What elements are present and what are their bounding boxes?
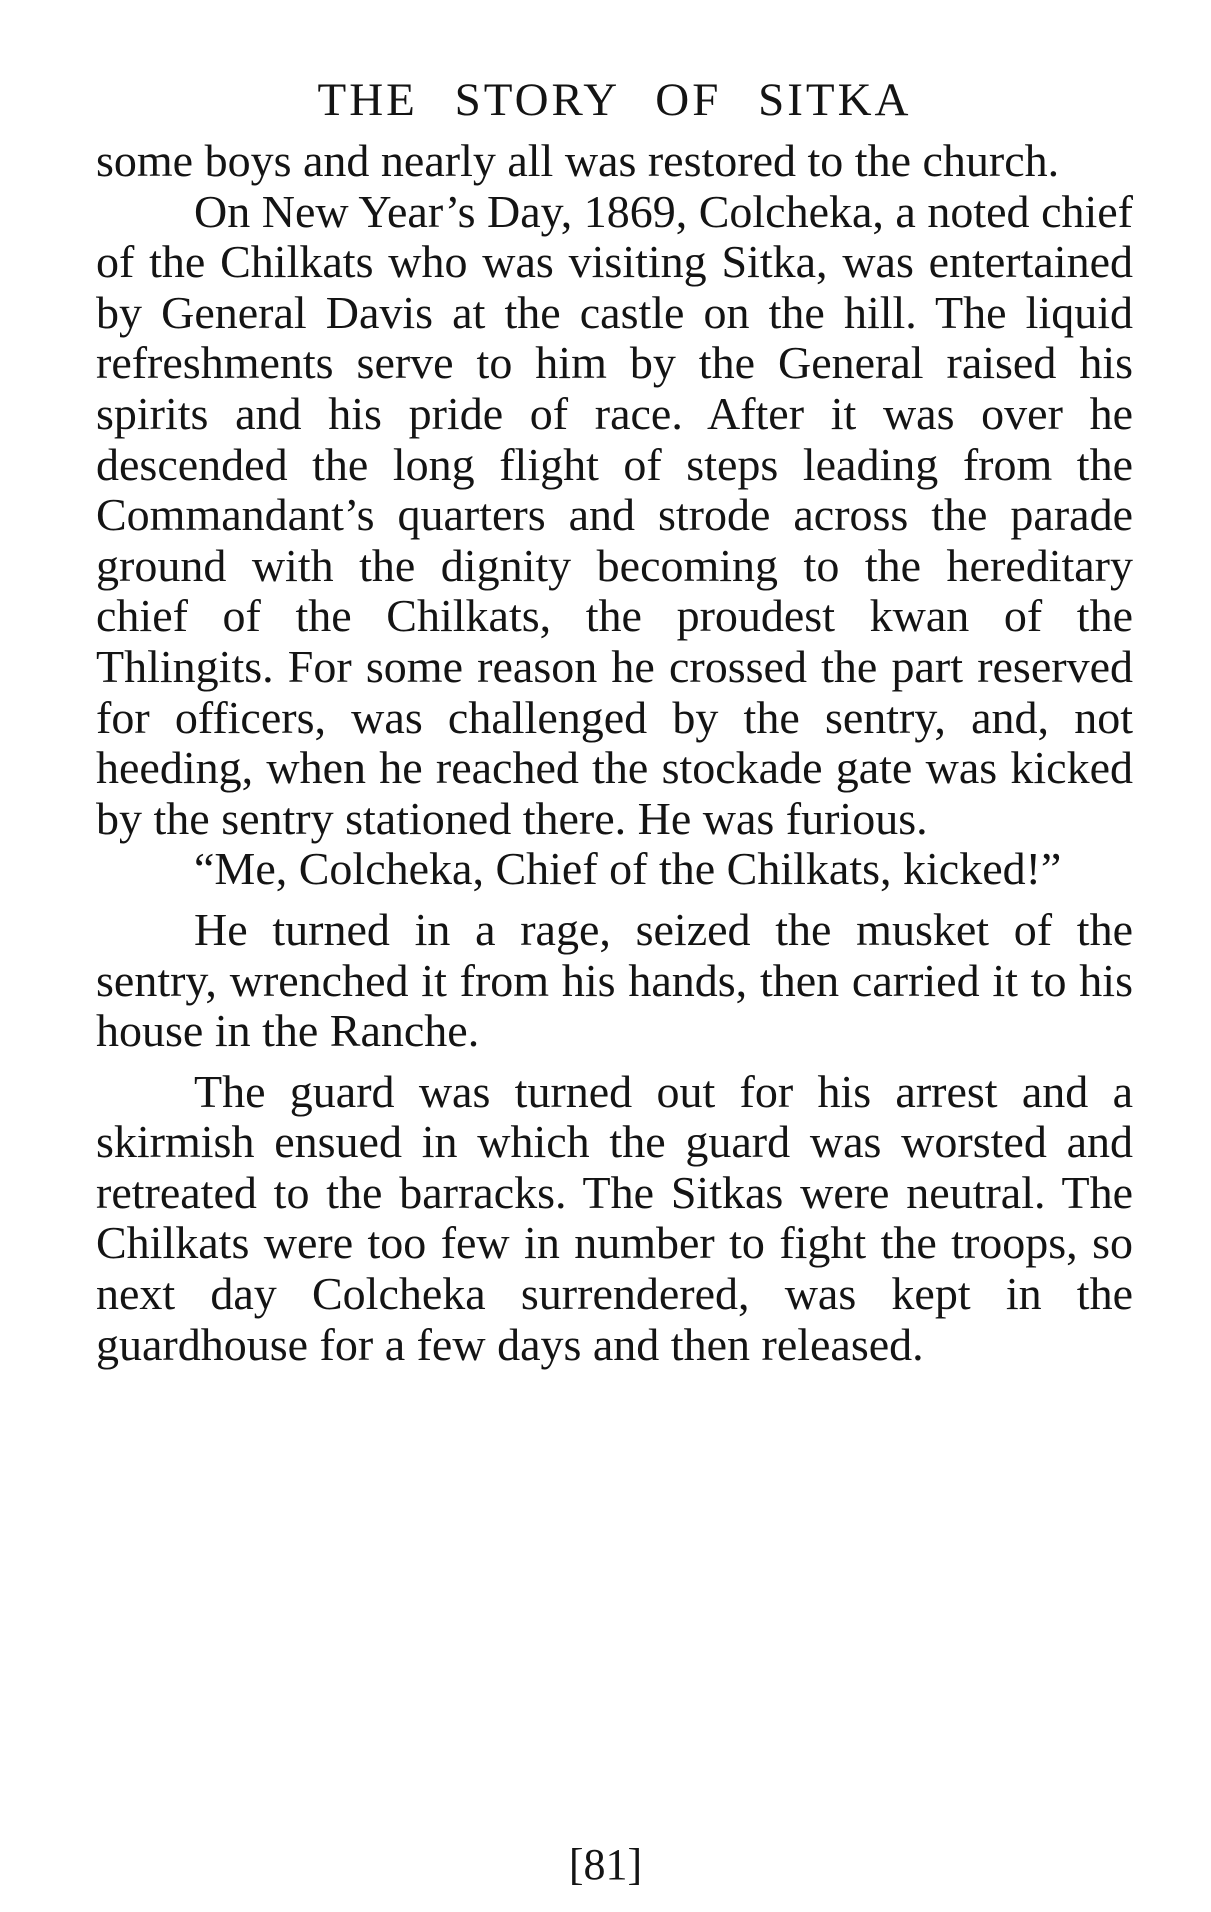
- running-title: THE STORY OF SITKA: [317, 74, 912, 126]
- paragraph-new-years-day: On New Year’s Day, 1869, Colcheka, a noted chief of the Chilkats who was visiting Sitka, was entertained by General Davis at the castle on the hill. The liquid refreshments serve to him by the General raised his spirits and his pride of race. After it was over he descended the long flight of steps leading from the Commandant’s quarters and strode across the parade ground with the dignity becoming to the hereditary chief of the Chilkats, the proudest kwan of the Thlingits. For some reason he crossed the part reserved for officers, was challenged by the sentry, and, not heeding, when he reached the stockade gate was kicked by the sentry stationed there. He was furious.: [96, 185, 1133, 844]
- paragraph-musket: He turned in a rage, seized the musket of the sentry, wrenched it from his hands, then carried it to his house in the Ranche.: [96, 903, 1133, 1057]
- book-page: [96, 70, 1133, 1370]
- body-text: [96, 136, 1133, 1370]
- paragraph-continued: some boys and nearly all was restored to the church.: [96, 135, 1060, 186]
- page-number: [81]: [568, 1840, 643, 1889]
- paragraph-quote: “Me, Colcheka, Chief of the Chilkats, kicked!”: [194, 843, 1062, 895]
- paragraph-guard: The guard was turned out for his arrest and a skirmish ensued in which the guard was worsted and retreated to the barracks. The Sitkas were neutral. The Chilkats were too few in number to fight the troops, so next day Colcheka surrendered, was kept in the guardhouse for a few days and then released.: [96, 1065, 1133, 1370]
